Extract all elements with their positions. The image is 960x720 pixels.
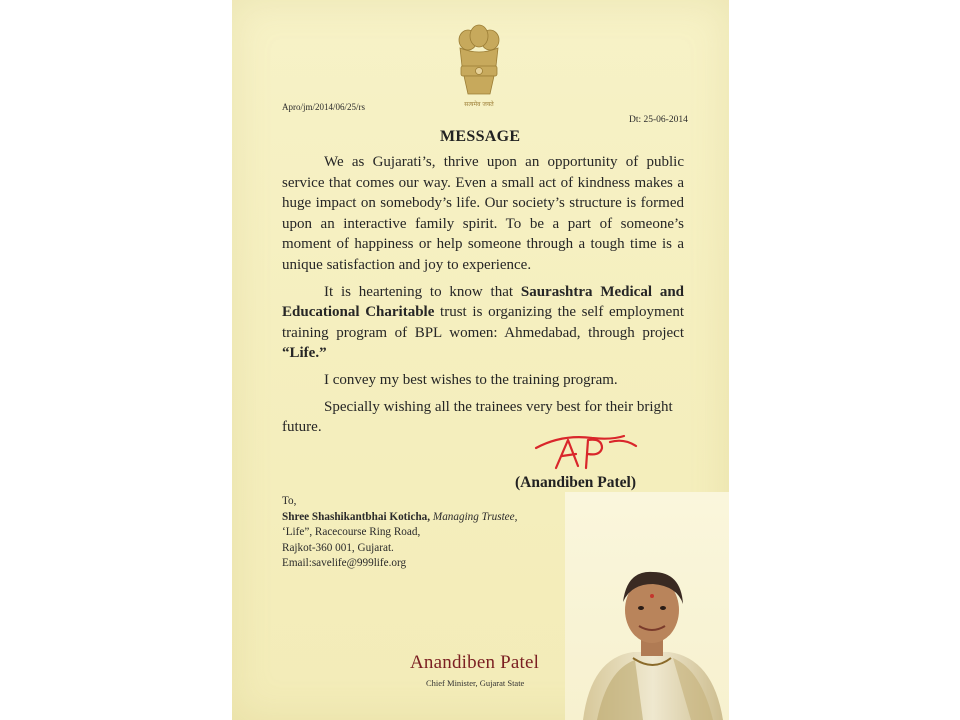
ashoka-emblem-icon — [454, 22, 504, 112]
message-paragraph-1: We as Gujarati’s, thrive upon an opportunity of public service that comes our way. Even a small act of kindness makes a huge impact on somebody’s life. Our society’s structure is formed upon an interactive family spirit. To be a part of someone’s moment of happiness or help someone through a tough time is a unique satisfaction and joy to experience. — [282, 154, 684, 273]
address-line-1: ‘Life”, Racecourse Ring Road, — [282, 526, 421, 539]
address-to: To, — [282, 495, 297, 507]
photo-panel — [565, 492, 729, 720]
message-paragraph-4: Specially wishing all the trainees very best for their bright future. — [282, 398, 673, 436]
reference-number: Apro/jm/2014/06/25/rs — [282, 102, 365, 112]
project-name: “Life.” — [282, 345, 327, 362]
footer-name: Anandiben Patel — [410, 652, 540, 673]
footer-title: Chief Minister, Gujarat State — [426, 678, 525, 688]
trust-name: Saurashtra Medical and Educational Charitable — [282, 283, 684, 321]
signature-mark — [532, 428, 642, 474]
emblem-caption: सत्यमेव जयते — [464, 101, 494, 108]
signatory-name: (Anandiben Patel) — [515, 474, 636, 491]
message-body — [282, 152, 684, 444]
letter-date: Dt: 25-06-2014 — [629, 115, 688, 125]
portrait-photo — [573, 562, 729, 720]
letter-page — [232, 0, 729, 720]
message-paragraph-2: It is heartening to know that Saurashtra Medical and Educational Charitable trust is organizing the self employment training program of BPL women: Ahmedabad, through project “Life.” — [282, 283, 685, 362]
address-line-2: Rajkot-360 001, Gujarat. — [282, 541, 394, 554]
address-email: Email:savelife@999life.org — [282, 557, 407, 570]
address-recipient: Shree Shashikantbhai Koticha, Managing Trustee, — [282, 510, 518, 523]
page-title: MESSAGE — [440, 128, 521, 145]
message-paragraph-3: I convey my best wishes to the training program. — [324, 371, 618, 388]
recipient-address — [282, 494, 517, 572]
